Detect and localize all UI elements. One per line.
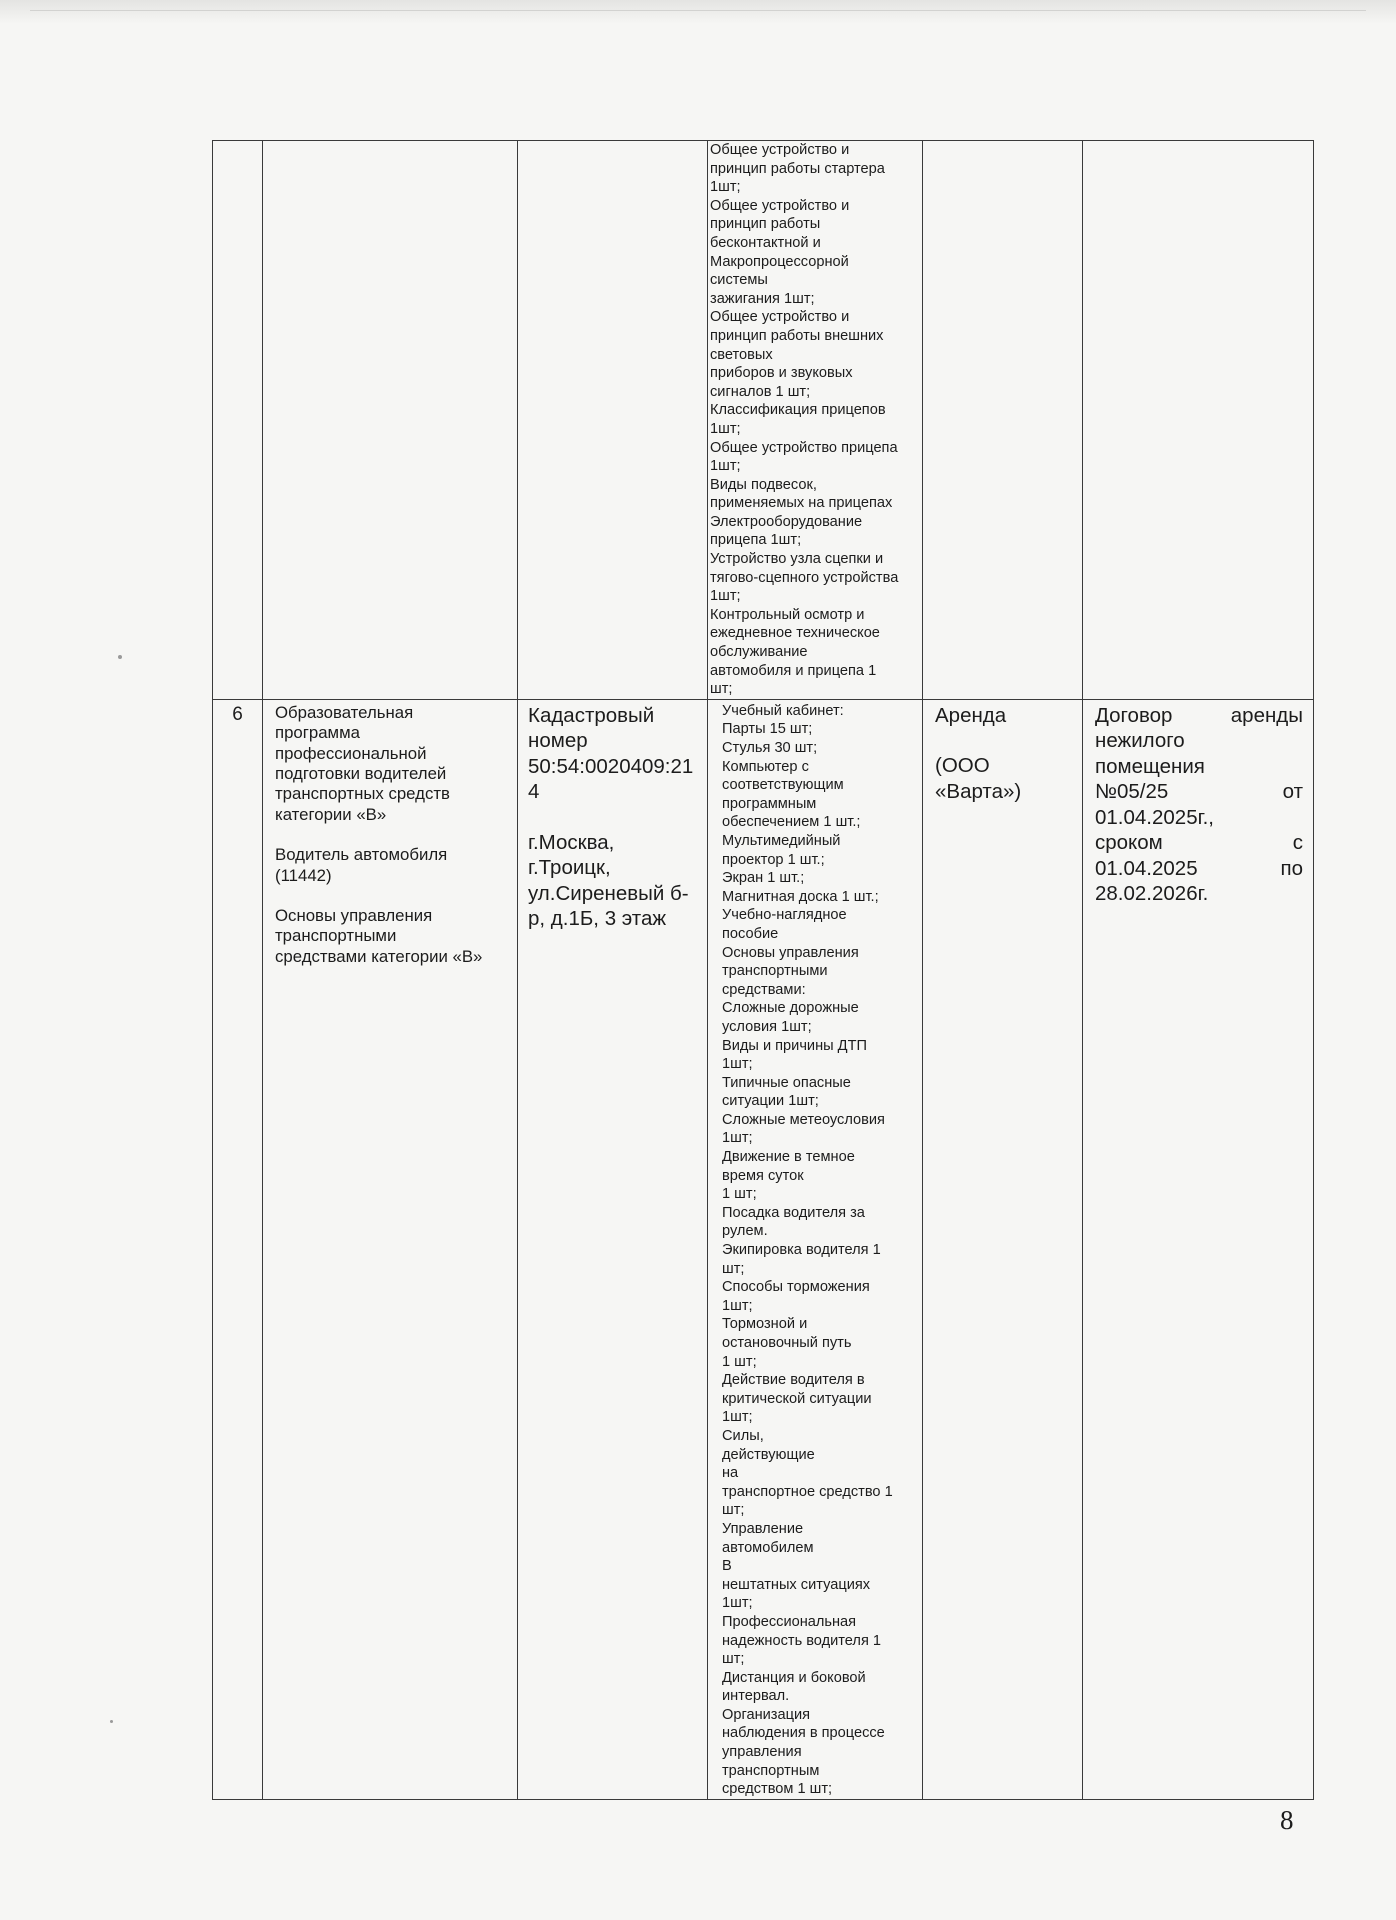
scan-top-edge xyxy=(0,0,1396,24)
equipment-item: Силы, xyxy=(722,1427,764,1444)
program-line: профессиональной xyxy=(275,743,427,763)
equipment-item: Дистанция и боковой xyxy=(722,1669,866,1686)
equipment-item: применяемых на прицепах xyxy=(710,495,893,512)
equipment-item: 1шт; xyxy=(722,1056,753,1073)
equipment-item: условия 1шт; xyxy=(722,1018,812,1035)
doc-line: сроком с xyxy=(1095,831,1303,855)
scan-artifact-line xyxy=(30,10,1366,11)
equipment-item: время суток xyxy=(722,1167,804,1184)
cell-program xyxy=(263,699,518,1799)
equipment-item: Общее устройство и xyxy=(710,309,850,326)
address-line: г.Троицк, xyxy=(528,856,611,880)
equipment-item: Профессиональная xyxy=(722,1613,857,1630)
equipment-item: надежность водителя 1 xyxy=(722,1632,882,1649)
equipment-item: 1 шт; xyxy=(722,1186,757,1203)
course-name xyxy=(275,906,509,967)
equipment-item: ситуации 1шт; xyxy=(722,1093,819,1110)
equipment-item: Действие водителя в xyxy=(722,1372,865,1389)
equipment-item: средствами: xyxy=(722,981,806,998)
equipment-item: 1шт; xyxy=(722,1130,753,1147)
lease-document: Договор аренды нежилого помещения №05/25 от 01.04.2025г., сроком с 01.04.2025 по 28.02.2026г. xyxy=(1095,703,1303,906)
equipment-item: Макропроцессорной xyxy=(710,253,849,270)
equipment-item: критической ситуации xyxy=(722,1390,872,1407)
program-text xyxy=(263,700,517,967)
equipment-item: Магнитная доска 1 шт.; xyxy=(722,888,879,905)
equipment-item: Виды и причины ДТП xyxy=(722,1037,867,1054)
equipment-item: Учебно-наглядное xyxy=(722,907,847,924)
equipment-item: Контрольный осмотр и xyxy=(710,606,865,623)
doc-line: №05/25 от xyxy=(1095,780,1303,804)
equipment-item: управления xyxy=(722,1744,802,1761)
equipment-item: обеспечением 1 шт.; xyxy=(722,814,861,831)
equipment-item: соответствующим xyxy=(722,777,844,794)
equipment-item: световых xyxy=(710,346,773,363)
cell-document xyxy=(1083,141,1314,700)
scan-speck xyxy=(118,655,122,659)
equipment-item: Виды подвесок, xyxy=(710,476,817,493)
equipment-item: принцип работы стартера xyxy=(710,160,885,177)
table-row-6 xyxy=(213,699,1314,1799)
program-line: подготовки водителей xyxy=(275,764,447,784)
address-line: 50:54:0020409:21 xyxy=(528,754,694,778)
equipment-item: Электрооборудование xyxy=(710,513,863,530)
doc-line: Договор аренды xyxy=(1095,703,1303,727)
equipment-item: Мультимедийный xyxy=(722,832,841,849)
equipment-item: средством 1 шт; xyxy=(722,1781,833,1798)
qualification xyxy=(275,845,509,886)
cell-program xyxy=(263,141,518,700)
equipment-item: Управление xyxy=(722,1520,804,1537)
equipment-item: сигналов 1 шт; xyxy=(710,383,811,400)
equipment-item: 1шт; xyxy=(722,1595,753,1612)
program-line: программа xyxy=(275,723,360,743)
equipment-item: остановочный путь xyxy=(722,1335,852,1351)
equipment-item: 1шт; xyxy=(722,1297,753,1314)
equipment-item: 1шт; xyxy=(710,458,741,475)
equipment-item: прицепа 1шт; xyxy=(710,532,802,549)
equipment-item: шт; xyxy=(722,1260,745,1277)
equipment-item: В xyxy=(722,1558,732,1575)
scan-speck xyxy=(110,1720,113,1723)
equipment-item: 1шт; xyxy=(722,1409,753,1426)
equipment-item: автомобилем xyxy=(722,1539,814,1556)
equipment-item: Типичные опасные xyxy=(722,1074,851,1091)
equipment-item: Классификация прицепов xyxy=(710,402,886,419)
equipment-item: транспортным xyxy=(722,1762,820,1779)
cell-number xyxy=(213,699,263,1799)
cell-basis xyxy=(923,141,1083,700)
equipment-list xyxy=(708,141,922,699)
cell-equipment xyxy=(708,141,923,700)
equipment-item: интервал. xyxy=(722,1688,790,1705)
cell-document xyxy=(1083,699,1314,1799)
equipment-item: шт; xyxy=(722,1502,745,1519)
equipment-item: пособие xyxy=(722,925,779,942)
equipment-item: принцип работы xyxy=(710,216,821,233)
equipment-item: 1шт; xyxy=(710,588,741,605)
equipment-item: рулем. xyxy=(722,1223,768,1240)
program-line: Образовательная xyxy=(275,702,414,722)
equipment-item: 1 шт; xyxy=(722,1353,757,1370)
equipment-item: Сложные дорожные xyxy=(722,1000,859,1017)
equipment-item: автомобиля и прицепа 1 xyxy=(710,662,877,679)
equipment-item: 1шт; xyxy=(710,420,741,437)
cadastral-number xyxy=(528,703,701,805)
program-title xyxy=(275,703,509,825)
equipment-table xyxy=(212,140,1314,1800)
equipment-item: Экипировка водителя 1 xyxy=(722,1242,881,1259)
equipment-item: Учебный кабинет: xyxy=(722,702,844,719)
equipment-item: проектор 1 шт.; xyxy=(722,851,825,868)
cell-number xyxy=(213,141,263,700)
ownership-basis: Аренда (ООО «Варта») xyxy=(935,703,1022,803)
equipment-item: Стулья 30 шт; xyxy=(722,740,818,756)
address-line: р, д.1Б, 3 этаж xyxy=(528,907,667,931)
cell-address xyxy=(518,699,708,1799)
address-line: ул.Сиреневый б- xyxy=(528,881,689,905)
equipment-item: Движение в темное xyxy=(722,1149,855,1166)
equipment-item: Устройство узла сцепки и xyxy=(710,551,884,568)
cell-address xyxy=(518,141,708,700)
equipment-item: Общее устройство и xyxy=(710,197,850,214)
row-number: 6 xyxy=(232,703,243,725)
equipment-item: шт; xyxy=(710,681,733,698)
program-line: (11442) xyxy=(275,865,332,885)
equipment-item: Сложные метеоусловия xyxy=(722,1111,885,1128)
equipment-item: на xyxy=(722,1465,739,1482)
equipment-item: наблюдения в процессе xyxy=(722,1725,885,1742)
equipment-item: приборов и звуковых xyxy=(710,365,853,382)
equipment-list xyxy=(708,700,922,1799)
program-line: Водитель автомобиля xyxy=(275,845,448,865)
program-line: категории «В» xyxy=(275,804,387,824)
equipment-item: Общее устройство прицепа xyxy=(710,439,898,456)
equipment-item: Компьютер с xyxy=(722,758,809,775)
equipment-item: Парты 15 шт; xyxy=(722,721,813,738)
page-number: 8 xyxy=(1280,1805,1294,1835)
equipment-item: зажигания 1шт; xyxy=(710,290,815,307)
program-line: Основы управления xyxy=(275,906,433,926)
equipment-item: ежедневное техническое xyxy=(710,625,880,642)
equipment-item: Посадка водителя за xyxy=(722,1204,865,1221)
equipment-item: обслуживание xyxy=(710,644,808,661)
equipment-item: принцип работы внешних xyxy=(710,327,884,344)
equipment-item: Экран 1 шт.; xyxy=(722,870,805,887)
equipment-item: транспортными xyxy=(722,963,828,980)
address-line: номер xyxy=(528,729,588,753)
equipment-item: Способы торможения xyxy=(722,1279,870,1296)
address-line: 4 xyxy=(528,780,540,804)
program-line: средствами категории «В» xyxy=(275,946,483,966)
equipment-item: бесконтактной и xyxy=(710,234,821,251)
equipment-item: Общее устройство и xyxy=(710,142,850,158)
equipment-item: действующие xyxy=(722,1446,815,1463)
equipment-item: Организация xyxy=(722,1706,811,1723)
program-line: транспортными xyxy=(275,926,397,946)
cell-basis xyxy=(923,699,1083,1799)
cell-equipment xyxy=(708,699,923,1799)
equipment-item: транспортное средство 1 xyxy=(722,1483,893,1500)
equipment-item: Тормозной и xyxy=(722,1316,808,1333)
address-line: Кадастровый xyxy=(528,703,655,727)
equipment-item: Основы управления xyxy=(722,944,859,961)
address-line: г.Москва, xyxy=(528,830,615,854)
equipment-item: системы xyxy=(710,272,768,289)
address-text xyxy=(518,700,707,932)
equipment-item: нештатных ситуациях xyxy=(722,1576,871,1593)
equipment-item: тягово-сцепного устройства xyxy=(710,569,899,586)
table-row-continuation xyxy=(213,141,1314,700)
doc-line: 01.04.2025 по xyxy=(1095,856,1303,880)
equipment-item: 1шт; xyxy=(710,179,741,196)
address xyxy=(528,830,701,932)
program-line: транспортных средств xyxy=(275,784,450,804)
equipment-item: шт; xyxy=(722,1651,745,1668)
equipment-item: программным xyxy=(722,795,817,812)
